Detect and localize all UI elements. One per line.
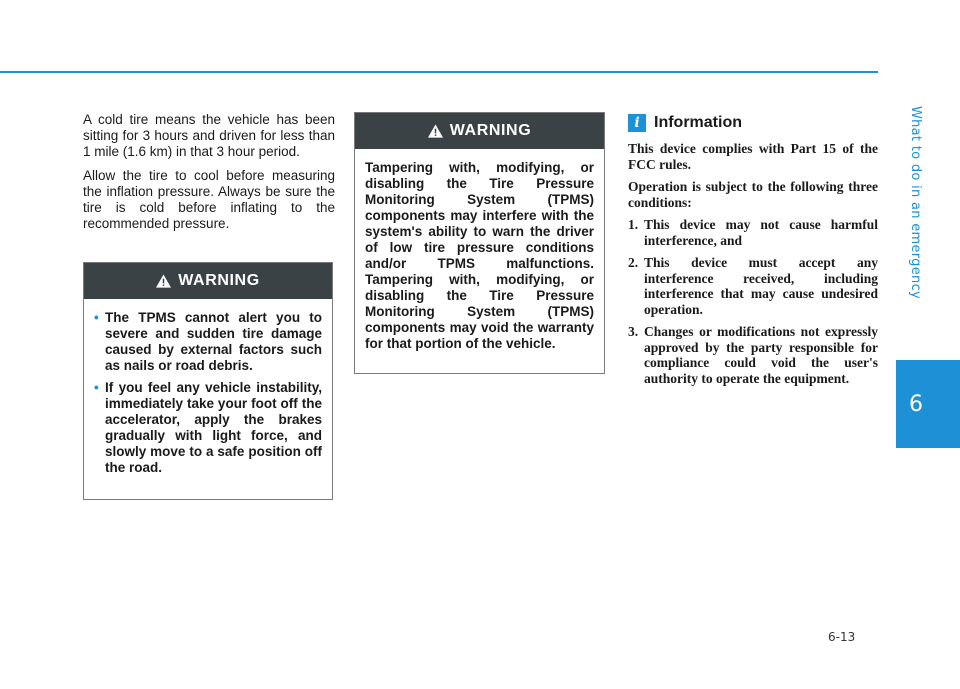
chapter-number: 6	[909, 391, 923, 417]
warning-title: WARNING	[178, 272, 260, 289]
section-title-text: What to do in an emergency	[908, 105, 924, 299]
warning-box-tampering	[354, 112, 605, 374]
warning-text: Tampering with, modifying, or disabling the Tire Pressure Monitoring System (TPMS) components may interfere with the system's ability to warn the driver of low tire pressure conditions and/or TPMS malfunctions. Tampering with, modifying, or disabling the Tire Pressure Monitoring System (TPMS) components may void the warranty for that portion of the vehicle.	[365, 160, 594, 351]
section-title	[896, 42, 936, 362]
warning-title: WARNING	[449, 122, 532, 139]
warning-bullet: • If you feel any vehicle instability, immediately take your foot off the accelerator, apply the brakes gradually with light force, and slowly move to a safe position off the road.	[94, 380, 322, 475]
information-body	[628, 141, 878, 393]
info-list-item: 2. This device must accept any interference received, including interference that may cause undesired operation.	[628, 255, 878, 317]
warning-body	[355, 149, 604, 362]
information-title: Information	[654, 114, 742, 131]
warning-triangle-icon	[428, 124, 443, 138]
warning-body	[84, 299, 332, 492]
warning-header	[355, 113, 604, 149]
warning-header	[84, 263, 332, 299]
chapter-tab	[896, 360, 960, 448]
tire-cooling-text	[83, 112, 335, 240]
warning-bullet: • The TPMS cannot alert you to severe and sudden tire damage caused by external factors such as nails or road debris.	[94, 310, 322, 373]
header-rule	[0, 71, 878, 73]
paragraph: A cold tire means the vehicle has been sitting for 3 hours and driven for less than 1 mile (1.6 km) in that 3 hour period.	[83, 112, 335, 159]
info-paragraph: Operation is subject to the following three conditions:	[628, 179, 878, 210]
page-number: 6-13	[828, 630, 856, 644]
info-paragraph: This device complies with Part 15 of the FCC rules.	[628, 141, 878, 172]
warning-box-tpms-limits	[83, 262, 333, 500]
information-header	[628, 114, 742, 132]
bullet-dot-icon: •	[94, 310, 99, 325]
info-list-item: 1. This device may not cause harmful interference, and	[628, 217, 878, 248]
warning-triangle-icon	[156, 274, 171, 288]
info-icon: i	[628, 114, 646, 132]
info-list-item: 3. Changes or modifications not expressly approved by the party responsible for compliance could void the user's authority to operate the equipment.	[628, 324, 878, 386]
bullet-dot-icon: •	[94, 380, 99, 395]
paragraph: Allow the tire to cool before measuring the inflation pressure. Always be sure the tire is cold before inflating to the recommended pressure.	[83, 168, 335, 231]
